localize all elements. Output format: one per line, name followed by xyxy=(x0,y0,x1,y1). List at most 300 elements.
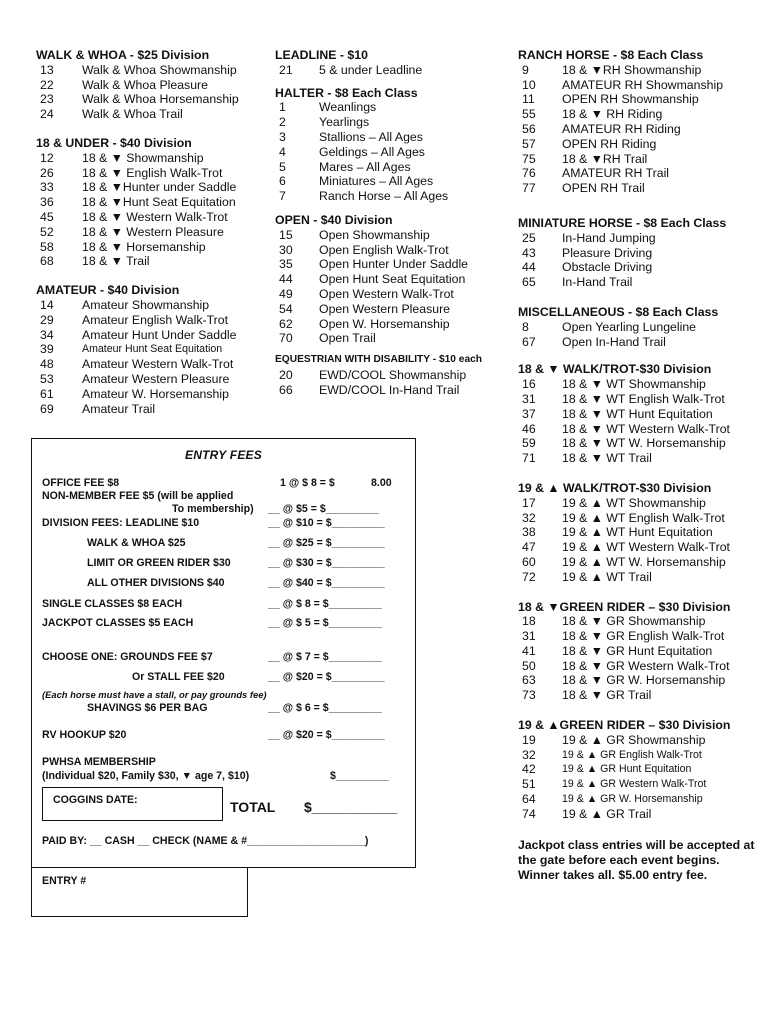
class-row xyxy=(518,688,768,703)
class-name: 19 & ▲ WT Hunt Equitation xyxy=(562,525,713,540)
class-row xyxy=(36,372,274,387)
class-section xyxy=(36,136,274,269)
class-name: Yearlings xyxy=(319,115,370,130)
class-number: 41 xyxy=(522,643,536,658)
class-name: 19 & ▲ WT Western Walk-Trot xyxy=(562,540,730,555)
class-name: 19 & ▲ WT English Walk-Trot xyxy=(562,510,725,525)
class-row xyxy=(518,644,768,659)
class-number: 70 xyxy=(279,331,293,346)
class-row xyxy=(518,122,768,137)
division-fees-label: DIVISION FEES: LEADLINE $10 xyxy=(42,517,200,529)
class-name: Open In-Hand Trail xyxy=(562,334,666,349)
class-name: 19 & ▲ GR Western Walk-Trot xyxy=(562,778,707,791)
section-title: WALK & WHOA - $25 Division xyxy=(36,48,210,62)
class-section xyxy=(275,48,515,78)
class-number: 75 xyxy=(522,151,536,166)
class-number: 4 xyxy=(279,144,286,159)
class-section xyxy=(518,718,768,822)
class-row xyxy=(36,240,274,255)
class-name: 18 & ▼ WT W. Horsemanship xyxy=(562,436,726,451)
class-name: 18 & ▼RH Showmanship xyxy=(562,62,702,77)
class-name: Amateur Western Pleasure xyxy=(82,371,230,386)
class-row xyxy=(518,392,768,407)
class-row xyxy=(275,189,515,204)
class-number: 5 xyxy=(279,159,286,174)
class-name: EWD/COOL Showmanship xyxy=(319,367,467,382)
pwhsa-detail: (Individual $20, Family $30, ▼ age 7, $10) xyxy=(42,770,250,782)
class-row xyxy=(518,166,768,181)
class-row xyxy=(36,313,274,328)
class-row xyxy=(275,302,515,317)
class-name: Amateur Trail xyxy=(82,401,156,416)
class-number: 57 xyxy=(522,136,536,151)
class-name: Open Trail xyxy=(319,331,376,346)
class-row xyxy=(518,629,768,644)
class-row xyxy=(275,368,515,383)
leadline-fee-calc[interactable]: __ @ $10 = $_________ xyxy=(268,517,385,529)
class-row xyxy=(518,496,768,511)
class-section xyxy=(518,481,768,585)
class-name: Amateur Western Walk-Trot xyxy=(82,357,234,372)
class-name: Weanlings xyxy=(319,100,377,115)
entry-number-box[interactable] xyxy=(31,867,248,917)
class-name: 19 & ▲ GR Hunt Equitation xyxy=(562,763,692,776)
class-row xyxy=(518,555,768,570)
class-number: 71 xyxy=(522,451,536,466)
class-section xyxy=(518,216,768,290)
class-number: 59 xyxy=(522,436,536,451)
class-number: 14 xyxy=(40,297,54,312)
section-title: MINIATURE HORSE - $8 Each Class xyxy=(518,215,727,230)
class-name: Amateur Hunt Seat Equitation xyxy=(82,343,223,356)
class-number: 68 xyxy=(40,254,54,269)
class-name: Geldings – All Ages xyxy=(319,144,425,159)
class-row xyxy=(518,260,768,275)
total-label: TOTAL xyxy=(230,799,276,815)
class-number: 33 xyxy=(40,180,54,195)
class-number: 72 xyxy=(522,569,536,584)
section-title: 19 & ▲GREEN RIDER – $30 Division xyxy=(518,718,731,733)
class-row xyxy=(36,402,274,417)
class-row xyxy=(36,298,274,313)
walk-whoa-fee-calc[interactable]: __ @ $25 = $_________ xyxy=(268,537,385,549)
class-name: 5 & under Leadline xyxy=(319,62,423,77)
class-number: 12 xyxy=(40,150,54,165)
class-name: Miniatures – All Ages xyxy=(319,174,434,189)
class-name: Walk & Whoa Horsemanship xyxy=(82,92,239,107)
class-row xyxy=(518,570,768,585)
class-section xyxy=(36,283,274,416)
class-row xyxy=(36,342,274,357)
class-name: 19 & ▲ WT Showmanship xyxy=(562,495,706,510)
class-name: Open Hunt Seat Equitation xyxy=(319,272,466,287)
class-row xyxy=(518,335,768,350)
class-row xyxy=(36,387,274,402)
class-row xyxy=(275,228,515,243)
class-name: In-Hand Jumping xyxy=(562,230,656,245)
class-number: 21 xyxy=(279,62,293,77)
class-name: Walk & Whoa Pleasure xyxy=(82,77,208,92)
class-section xyxy=(275,86,515,204)
class-name: Open English Walk-Trot xyxy=(319,242,449,257)
class-name: In-Hand Trail xyxy=(562,275,633,290)
class-name: Amateur Showmanship xyxy=(82,297,210,312)
class-name: 18 & ▼Hunter under Saddle xyxy=(82,180,237,195)
class-number: 49 xyxy=(279,286,293,301)
class-name: 18 & ▼ GR Western Walk-Trot xyxy=(562,658,730,673)
class-name: Ranch Horse – All Ages xyxy=(319,189,449,204)
section-title: MISCELLANEOUS - $8 Each Class xyxy=(518,304,719,319)
class-number: 24 xyxy=(40,107,54,122)
class-number: 10 xyxy=(522,77,536,92)
class-name: EWD/COOL In-Hand Trail xyxy=(319,382,460,397)
class-name: Obstacle Driving xyxy=(562,260,653,275)
class-number: 9 xyxy=(522,62,529,77)
class-row xyxy=(36,63,274,78)
class-number: 74 xyxy=(522,806,536,821)
coggins-date-label: COGGINS DATE: xyxy=(53,794,138,806)
class-row xyxy=(518,511,768,526)
class-row xyxy=(518,181,768,196)
class-row xyxy=(518,659,768,674)
class-section xyxy=(518,48,768,196)
class-number: 3 xyxy=(279,129,286,144)
class-name: Amateur W. Horsemanship xyxy=(82,386,229,401)
class-row xyxy=(36,107,274,122)
class-row xyxy=(518,63,768,78)
class-row xyxy=(518,733,768,748)
class-number: 38 xyxy=(522,525,536,540)
class-number: 73 xyxy=(522,688,536,703)
class-row xyxy=(518,92,768,107)
section-title: 18 & ▼ WALK/TROT-$30 Division xyxy=(518,362,712,377)
pwhsa-label: PWHSA MEMBERSHIP xyxy=(42,756,156,768)
class-row xyxy=(518,673,768,688)
class-number: 55 xyxy=(522,107,536,122)
class-name: Open Yearling Lungeline xyxy=(562,319,697,334)
class-name: 19 & ▲ WT Trail xyxy=(562,569,652,584)
class-number: 30 xyxy=(279,242,293,257)
class-row xyxy=(36,151,274,166)
class-name: OPEN RH Riding xyxy=(562,136,657,151)
jackpot-classes-label: JACKPOT CLASSES $5 EACH xyxy=(42,617,194,629)
class-name: 19 & ▲ WT W. Horsemanship xyxy=(562,554,726,569)
class-name: 18 & ▼ WT Trail xyxy=(562,451,652,466)
class-number: 44 xyxy=(279,272,293,287)
class-name: 18 & ▼ Western Walk-Trot xyxy=(82,209,228,224)
class-row xyxy=(518,275,768,290)
jackpot-note: Jackpot class entries will be accepted at the gate before each event begins. Winner takes all. $5.00 entry fee. xyxy=(518,838,755,882)
class-row xyxy=(36,328,274,343)
class-number: 53 xyxy=(40,371,54,386)
class-name: 19 & ▲ GR Showmanship xyxy=(562,732,706,747)
class-number: 76 xyxy=(522,166,536,181)
class-row xyxy=(275,331,515,346)
section-title: 19 & ▲ WALK/TROT-$30 Division xyxy=(518,480,712,495)
class-section xyxy=(518,362,768,466)
class-row xyxy=(518,246,768,261)
class-row xyxy=(518,762,768,777)
section-title: HALTER - $8 Each Class xyxy=(275,85,418,100)
class-row xyxy=(275,130,515,145)
class-row xyxy=(275,257,515,272)
class-row xyxy=(36,166,274,181)
class-name: Open Western Walk-Trot xyxy=(319,286,454,301)
class-name: 18 & ▼ WT English Walk-Trot xyxy=(562,391,725,406)
column-right xyxy=(518,48,768,835)
class-name: Open Hunter Under Saddle xyxy=(319,257,469,272)
class-number: 8 xyxy=(522,319,529,334)
class-number: 32 xyxy=(522,747,536,762)
class-row xyxy=(36,357,274,372)
section-title: EQUESTRIAN WITH DISABILITY - $10 each xyxy=(275,354,482,366)
limit-green-fee-label: LIMIT OR GREEN RIDER $30 xyxy=(87,557,231,569)
class-name: Amateur Hunt Under Saddle xyxy=(82,327,237,342)
class-number: 31 xyxy=(522,629,536,644)
class-name: OPEN RH Trail xyxy=(562,181,645,196)
class-row xyxy=(275,272,515,287)
class-number: 36 xyxy=(40,195,54,210)
nonmember-fee-cont: To membership) xyxy=(172,503,254,515)
class-name: 18 & ▼ GR Trail xyxy=(562,688,652,703)
class-name: Open W. Horsemanship xyxy=(319,316,450,331)
class-number: 18 xyxy=(522,614,536,629)
jackpot-classes-calc[interactable]: __ @ $ 5 = $_________ xyxy=(268,617,382,629)
class-number: 46 xyxy=(522,421,536,436)
class-row xyxy=(275,160,515,175)
class-number: 6 xyxy=(279,174,286,189)
class-name: 19 & ▲ GR English Walk-Trot xyxy=(562,748,702,761)
class-row xyxy=(518,377,768,392)
shavings-label: SHAVINGS $6 PER BAG xyxy=(87,702,208,714)
class-row xyxy=(518,525,768,540)
section-title: 18 & UNDER - $40 Division xyxy=(36,135,192,150)
class-row xyxy=(518,792,768,807)
class-name: Mares – All Ages xyxy=(319,159,411,174)
class-number: 39 xyxy=(40,342,54,357)
class-number: 66 xyxy=(279,382,293,397)
class-number: 29 xyxy=(40,312,54,327)
class-number: 77 xyxy=(522,181,536,196)
class-number: 44 xyxy=(522,260,536,275)
class-number: 26 xyxy=(40,165,54,180)
class-row xyxy=(36,210,274,225)
class-number: 58 xyxy=(40,239,54,254)
class-number: 32 xyxy=(522,510,536,525)
class-name: 18 & ▼Hunt Seat Equitation xyxy=(82,195,236,210)
class-number: 16 xyxy=(522,377,536,392)
class-number: 51 xyxy=(522,777,536,792)
entry-fees-title: ENTRY FEES xyxy=(185,448,262,462)
rv-hookup-label: RV HOOKUP $20 xyxy=(42,729,127,741)
all-other-fee-label: ALL OTHER DIVISIONS $40 xyxy=(87,577,225,589)
class-number: 65 xyxy=(522,275,536,290)
total-field[interactable]: $___________ xyxy=(304,799,398,815)
class-name: 18 & ▼ RH Riding xyxy=(562,107,663,122)
paid-by-line[interactable]: PAID BY: __ CASH __ CHECK (NAME & #____________________) xyxy=(42,835,369,847)
class-section xyxy=(518,600,768,704)
office-fee-label: OFFICE FEE $8 xyxy=(42,477,120,489)
class-number: 19 xyxy=(522,732,536,747)
class-name: AMATEUR RH Trail xyxy=(562,166,670,181)
nonmember-fee-calc[interactable]: __ @ $5 = $_________ xyxy=(268,503,379,515)
class-number: 62 xyxy=(279,316,293,331)
shavings-calc[interactable]: __ @ $ 6 = $_________ xyxy=(268,702,382,714)
class-number: 43 xyxy=(522,245,536,260)
class-number: 20 xyxy=(279,367,293,382)
class-name: 18 & ▼ Trail xyxy=(82,254,150,269)
class-section xyxy=(275,353,515,397)
class-number: 1 xyxy=(279,100,286,115)
class-row xyxy=(518,320,768,335)
section-title: RANCH HORSE - $8 Each Class xyxy=(518,48,704,62)
class-number: 54 xyxy=(279,301,293,316)
class-name: Pleasure Driving xyxy=(562,245,653,260)
class-row xyxy=(275,317,515,332)
rv-hookup-calc[interactable]: __ @ $20 = $_________ xyxy=(268,729,385,741)
class-row xyxy=(518,407,768,422)
class-row xyxy=(518,540,768,555)
limit-green-fee-calc[interactable]: __ @ $30 = $_________ xyxy=(268,557,385,569)
class-name: 19 & ▲ GR W. Horsemanship xyxy=(562,793,703,806)
class-row xyxy=(518,78,768,93)
class-name: 19 & ▲ GR Trail xyxy=(562,806,652,821)
class-number: 37 xyxy=(522,406,536,421)
stall-note: (Each horse must have a stall, or pay grounds fee) xyxy=(42,689,267,700)
class-section xyxy=(275,213,515,346)
class-row xyxy=(518,137,768,152)
class-row xyxy=(518,748,768,763)
class-name: Walk & Whoa Showmanship xyxy=(82,62,237,77)
pwhsa-calc[interactable]: $_________ xyxy=(330,770,389,782)
section-title: OPEN - $40 Division xyxy=(275,212,393,227)
nonmember-fee-label: NON-MEMBER FEE $5 (will be applied xyxy=(42,490,234,502)
class-name: Stallions – All Ages xyxy=(319,129,423,144)
class-number: 48 xyxy=(40,357,54,372)
class-row xyxy=(518,107,768,122)
class-row xyxy=(518,422,768,437)
class-name: Amateur English Walk-Trot xyxy=(82,312,229,327)
stall-fee-calc[interactable]: __ @ $20 = $_________ xyxy=(268,671,385,683)
class-row xyxy=(518,152,768,167)
class-number: 69 xyxy=(40,401,54,416)
class-number: 15 xyxy=(279,227,293,242)
class-row xyxy=(518,231,768,246)
class-number: 63 xyxy=(522,673,536,688)
class-number: 45 xyxy=(40,209,54,224)
class-name: 18 & ▼ GR English Walk-Trot xyxy=(562,629,725,644)
class-number: 67 xyxy=(522,334,536,349)
class-name: Open Western Pleasure xyxy=(319,301,451,316)
class-row xyxy=(275,287,515,302)
class-row xyxy=(36,180,274,195)
class-number: 64 xyxy=(522,792,536,807)
class-name: 18 & ▼ GR Showmanship xyxy=(562,614,706,629)
class-row xyxy=(36,92,274,107)
class-row xyxy=(275,174,515,189)
class-number: 13 xyxy=(40,62,54,77)
entry-number-label: ENTRY # xyxy=(42,875,87,887)
class-row xyxy=(36,195,274,210)
class-number: 34 xyxy=(40,327,54,342)
class-name: 18 & ▼RH Trail xyxy=(562,151,648,166)
class-number: 2 xyxy=(279,115,286,130)
class-row xyxy=(518,451,768,466)
entry-fees-box xyxy=(31,438,416,868)
class-row xyxy=(275,63,515,78)
class-row xyxy=(275,243,515,258)
class-number: 35 xyxy=(279,257,293,272)
class-number: 61 xyxy=(40,386,54,401)
single-classes-calc[interactable]: __ @ $ 8 = $_________ xyxy=(268,598,382,610)
class-row xyxy=(36,225,274,240)
class-row xyxy=(518,807,768,822)
grounds-fee-calc[interactable]: __ @ $ 7 = $_________ xyxy=(268,651,382,663)
class-name: 18 & ▼ WT Hunt Equitation xyxy=(562,406,713,421)
class-section xyxy=(518,305,768,349)
class-name: 18 & ▼ GR W. Horsemanship xyxy=(562,673,726,688)
class-number: 25 xyxy=(522,230,536,245)
class-row xyxy=(275,383,515,398)
office-fee-total: 8.00 xyxy=(371,477,392,489)
coggins-date-field[interactable] xyxy=(42,787,223,821)
walk-whoa-fee-label: WALK & WHOA $25 xyxy=(87,537,186,549)
class-number: 22 xyxy=(40,77,54,92)
class-row xyxy=(518,614,768,629)
class-number: 50 xyxy=(522,658,536,673)
class-name: 18 & ▼ Horsemanship xyxy=(82,239,206,254)
column-middle xyxy=(275,48,515,411)
class-number: 7 xyxy=(279,189,286,204)
class-name: AMATEUR RH Showmanship xyxy=(562,77,724,92)
class-row xyxy=(275,145,515,160)
office-fee-calc: 1 @ $ 8 = $ xyxy=(280,477,335,489)
single-classes-label: SINGLE CLASSES $8 EACH xyxy=(42,598,183,610)
class-name: AMATEUR RH Riding xyxy=(562,121,681,136)
column-left xyxy=(36,48,274,429)
class-name: Walk & Whoa Trail xyxy=(82,107,183,122)
class-number: 31 xyxy=(522,391,536,406)
class-number: 42 xyxy=(522,762,536,777)
section-title: AMATEUR - $40 Division xyxy=(36,283,180,298)
section-title: LEADLINE - $10 xyxy=(275,48,368,62)
class-number: 11 xyxy=(522,92,535,107)
class-row xyxy=(275,115,515,130)
class-number: 60 xyxy=(522,554,536,569)
class-name: OPEN RH Showmanship xyxy=(562,92,699,107)
class-name: 18 & ▼ Western Pleasure xyxy=(82,224,224,239)
stall-fee-label: Or STALL FEE $20 xyxy=(132,671,225,683)
class-name: 18 & ▼ Showmanship xyxy=(82,150,204,165)
class-number: 47 xyxy=(522,540,536,555)
class-number: 23 xyxy=(40,92,54,107)
section-title: 18 & ▼GREEN RIDER – $30 Division xyxy=(518,599,731,614)
class-name: 18 & ▼ WT Western Walk-Trot xyxy=(562,421,730,436)
class-name: 18 & ▼ English Walk-Trot xyxy=(82,165,223,180)
class-row xyxy=(36,254,274,269)
class-row xyxy=(518,777,768,792)
class-section xyxy=(36,48,274,122)
class-name: Open Showmanship xyxy=(319,227,430,242)
class-number: 17 xyxy=(522,495,536,510)
class-row xyxy=(518,436,768,451)
class-row xyxy=(275,100,515,115)
all-other-fee-calc[interactable]: __ @ $40 = $_________ xyxy=(268,577,385,589)
grounds-fee-label: CHOOSE ONE: GROUNDS FEE $7 xyxy=(42,651,213,663)
class-number: 56 xyxy=(522,121,536,136)
class-name: 18 & ▼ GR Hunt Equitation xyxy=(562,643,713,658)
class-number: 52 xyxy=(40,224,54,239)
